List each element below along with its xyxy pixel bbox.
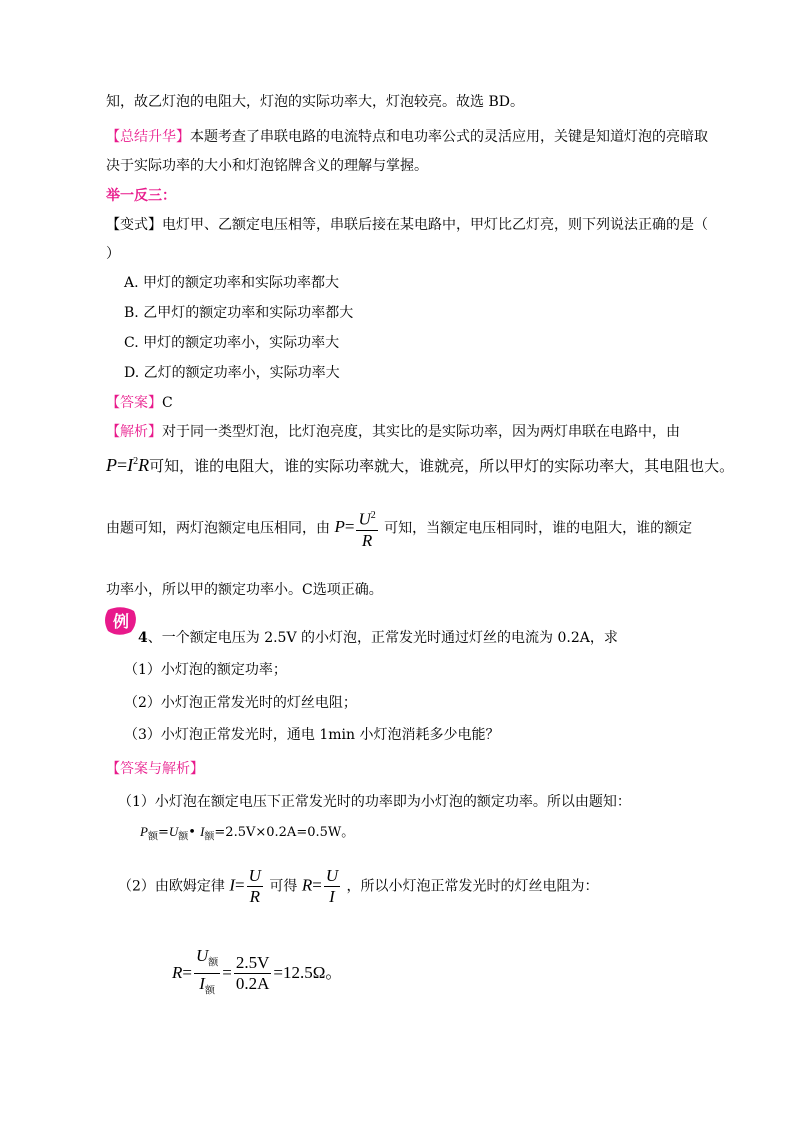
example-badge-label: 例 xyxy=(112,612,130,631)
formula-ohm-resistance: R= $\frac{U}{I}$ xyxy=(301,866,339,906)
option-d: D. 乙灯的额定功率小，实际功率大 xyxy=(124,365,340,381)
option-c: C. 甲灯的额定功率小，实际功率大 xyxy=(124,335,340,351)
option-a: A. 甲灯的额定功率和实际功率都大 xyxy=(124,275,340,291)
example-stem xyxy=(138,628,618,648)
variant-line-2: ） xyxy=(106,246,120,262)
continuation-line: 知，故乙灯泡的电阻大，灯泡的实际功率大，灯泡较亮。故选 BD。 xyxy=(106,94,524,110)
summary-tag: 【总结升华】 xyxy=(106,129,190,145)
answer-value: C xyxy=(162,395,173,411)
question-2: （2）小灯泡正常发光时的灯丝电阻； xyxy=(124,695,357,711)
analysis-text-3b: 可知，当额定电压相同时，谁的电阻大，谁的额定 xyxy=(384,520,693,537)
analysis-text-3a: 由题可知，两灯泡额定电压相同，由 xyxy=(106,520,330,537)
solution-2-result xyxy=(172,946,342,1002)
summary-text-1: 本题考查了串联电路的电流特点和电功率公式的灵活应用，关键是知道灯泡的亮暗取 xyxy=(190,129,708,145)
analysis-text-2: 可知，谁的电阻大，谁的实际功率就大，谁就亮，所以甲灯的实际功率大，其电阻也大。 xyxy=(149,457,735,475)
formula-final-resistance: R= $\frac{U_额}{I_额}$ = $\frac{2.5V}{0.2A}$ =12.5Ω。 xyxy=(172,946,343,997)
summary-line-1 xyxy=(106,127,708,147)
solution-1-calc: $P_额=U_额•$ $I_额=2.5V\times 0.2A=0.5W$。 xyxy=(140,824,355,843)
analysis-line-1 xyxy=(106,422,680,442)
variant-text-1: 电灯甲、乙额定电压相等，串联后接在某电路中，甲灯比乙灯亮，则下列说法正确的是（ xyxy=(162,217,708,233)
answer-tag: 【答案】 xyxy=(106,395,162,411)
solution-1: （1）小灯泡在额定电压下正常发光时的功率即为小灯泡的额定功率。所以由题知： xyxy=(118,794,631,810)
solution-tag: 【答案与解析】 xyxy=(106,761,204,777)
example-badge-icon xyxy=(104,606,138,636)
example-stem-text: 、一个额定电压为 2.5V 的小灯泡，正常发光时通过灯丝的电流为 0.2A，求 xyxy=(147,630,618,646)
example-number: 4 xyxy=(138,630,148,646)
solution-2: （2）由欧姆定律 I= $\frac{U}{R}$ 可得 R= $\frac{U}{I}$ ，所以小灯泡正常发光时的灯丝电阻为： xyxy=(118,866,599,906)
section-title: 举一反三： xyxy=(106,188,176,204)
variant-tag: 【变式】 xyxy=(106,217,162,233)
analysis-line-3 xyxy=(106,506,692,551)
formula-ohm-current: I= $\frac{U}{R}$ xyxy=(229,866,261,906)
analysis-text-1: 对于同一类型灯泡，比灯泡亮度，其实比的是实际功率，因为两灯串联在电路中，由 xyxy=(162,424,680,440)
variant-answer xyxy=(106,393,173,413)
summary-line-2: 决于实际功率的大小和灯泡铭牌含义的理解与掌握。 xyxy=(106,158,428,174)
formula-power-voltage: P= $\frac{U^2}{R}$ xyxy=(334,506,379,551)
question-1: （1）小灯泡的额定功率； xyxy=(124,662,287,678)
question-3: （3）小灯泡正常发光时，通电 1min 小灯泡消耗多少电能？ xyxy=(124,727,500,743)
formula-power-current: $P=I^2R$ xyxy=(106,455,150,475)
option-b: B. 乙甲灯的额定功率和实际功率都大 xyxy=(124,305,354,321)
variant-line-1 xyxy=(106,215,708,235)
analysis-line-2 xyxy=(106,452,734,476)
analysis-tag: 【解析】 xyxy=(106,424,162,440)
analysis-line-4: 功率小，所以甲的额定功率小。C选项正确。 xyxy=(106,582,383,598)
